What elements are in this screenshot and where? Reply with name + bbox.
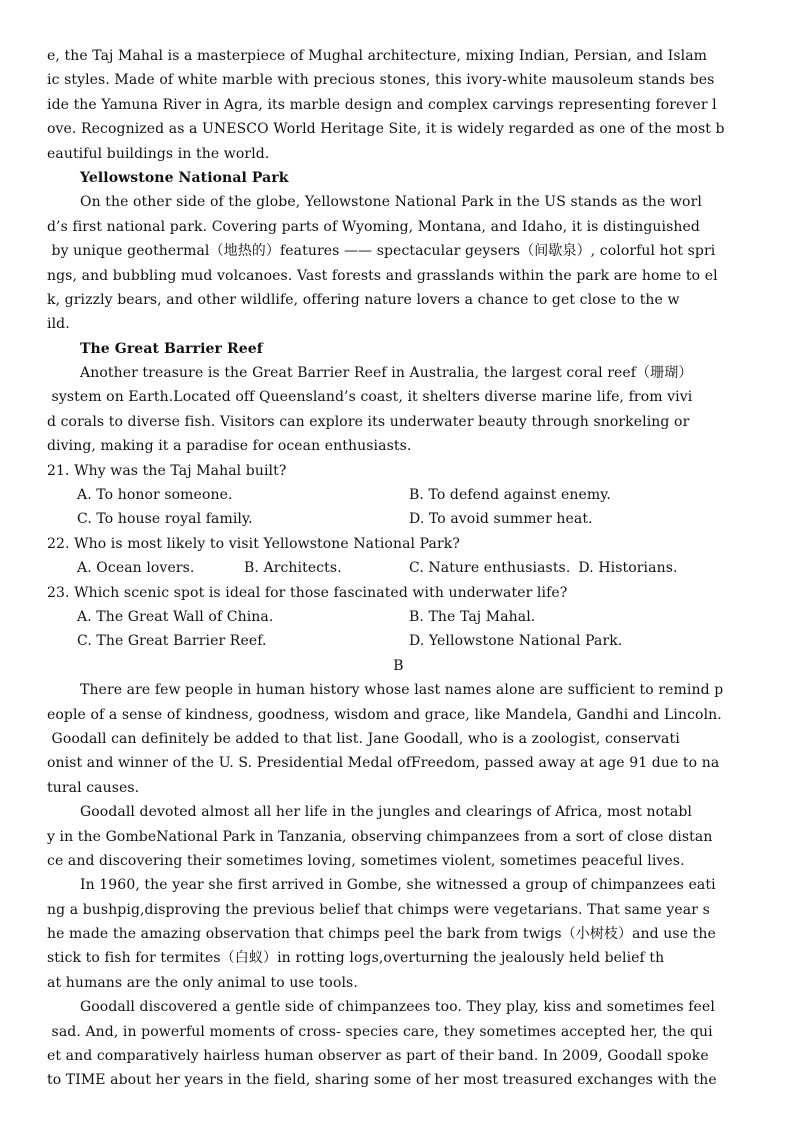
- passage-line: There are few people in human history whose last names alone are sufficient to remind p: [80, 682, 724, 699]
- section-letter-b: B: [393, 657, 404, 674]
- option-row: [47, 507, 754, 531]
- question-stem-21: 21. Why was the Taj Mahal built?: [47, 462, 287, 479]
- passage-line: y in the GombeNational Park in Tanzania, observing chimpanzees from a sort of close distan: [47, 828, 713, 845]
- passage-line: d’s first national park. Covering parts of Wyoming, Montana, and Idaho, it is distinguished: [47, 218, 700, 235]
- section-heading-yellowstone: Yellowstone National Park: [80, 169, 289, 186]
- passage-line: onist and winner of the U. S. Presidential Medal ofFreedom, passed away at age 91 due to na: [47, 755, 720, 772]
- option-d: D. Historians.: [578, 560, 678, 577]
- passage-line: ild.: [47, 316, 70, 333]
- option-a: A. Ocean lovers.: [77, 560, 195, 577]
- passage-line: to TIME about her years in the field, sharing some of her most treasured exchanges with the: [47, 1072, 717, 1089]
- passage-line: ng a bushpig,disproving the previous belief that chimps were vegetarians. That same year s: [47, 901, 710, 918]
- option-d: D. To avoid summer heat.: [409, 511, 593, 528]
- passage-line: diving, making it a paradise for ocean enthusiasts.: [47, 438, 412, 455]
- passage-line: k, grizzly bears, and other wildlife, offering nature lovers a chance to get close to the w: [47, 291, 680, 308]
- question-stem-22: 22. Who is most likely to visit Yellowstone National Park?: [47, 535, 460, 552]
- passage-line: by unique geothermal（地热的）features —— spectacular geysers（间歇泉）, colorful hot spri: [47, 243, 716, 260]
- passage-line: Goodall discovered a gentle side of chimpanzees too. They play, kiss and sometimes feel: [80, 999, 715, 1016]
- option-b: B. Architects.: [244, 560, 342, 577]
- option-c: C. Nature enthusiasts.: [409, 560, 571, 577]
- passage-line: e, the Taj Mahal is a masterpiece of Mughal architecture, mixing Indian, Persian, and Islam: [47, 48, 708, 64]
- passage-line: he made the amazing observation that chimps peel the bark from twigs（小树枝）and use the: [47, 926, 716, 943]
- passage-line: d corals to diverse fish. Visitors can explore its underwater beauty through snorkeling or: [47, 413, 690, 430]
- option-row: [47, 629, 754, 653]
- option-a: A. The Great Wall of China.: [77, 608, 274, 625]
- option-row: [47, 605, 754, 629]
- passage-line: system on Earth.Located off Queensland’s coast, it shelters diverse marine life, from vivi: [47, 389, 693, 406]
- passage-line: ic styles. Made of white marble with precious stones, this ivory-white mausoleum stands bes: [47, 72, 715, 89]
- option-a: A. To honor someone.: [77, 487, 233, 504]
- option-c: C. To house royal family.: [77, 511, 253, 528]
- option-d: D. Yellowstone National Park.: [409, 633, 623, 650]
- passage-line: ide the Yamuna River in Agra, its marble design and complex carvings representing forever l: [47, 96, 717, 113]
- passage-line: at humans are the only animal to use tools.: [47, 974, 358, 991]
- passage-line: stick to fish for termites（白蚁）in rotting logs,overturning the jealously held belief th: [47, 950, 665, 967]
- option-b: B. To defend against enemy.: [409, 487, 611, 504]
- question-stem-23: 23. Which scenic spot is ideal for those fascinated with underwater life?: [47, 584, 568, 601]
- passage-line: ngs, and bubbling mud volcanoes. Vast forests and grasslands within the park are home to el: [47, 267, 718, 284]
- passage-line: eople of a sense of kindness, goodness, wisdom and grace, like Mandela, Gandhi and Lincoln.: [47, 706, 722, 723]
- passage-line: In 1960, the year she first arrived in Gombe, she witnessed a group of chimpanzees eati: [80, 877, 716, 894]
- passage-line: Another treasure is the Great Barrier Reef in Australia, the largest coral reef（珊瑚）: [80, 365, 693, 382]
- passage-line: Goodall devoted almost all her life in the jungles and clearings of Africa, most notabl: [80, 804, 692, 821]
- option-b: B. The Taj Mahal.: [409, 608, 536, 625]
- option-row: [47, 556, 754, 580]
- option-row: [47, 483, 754, 507]
- passage-line: et and comparatively hairless human observer as part of their band. In 2009, Goodall spoke: [47, 1048, 709, 1065]
- passage-line: ove. Recognized as a UNESCO World Heritage Site, it is widely regarded as one of the most b: [47, 121, 725, 138]
- passage-line: sad. And, in powerful moments of cross- species care, they sometimes accepted her, the qui: [47, 1023, 713, 1040]
- passage-line: ce and discovering their sometimes loving, sometimes violent, sometimes peaceful lives.: [47, 852, 685, 869]
- passage-line: Goodall can definitely be added to that list. Jane Goodall, who is a zoologist, conservati: [47, 730, 680, 747]
- passage-line: On the other side of the globe, Yellowstone National Park in the US stands as the worl: [80, 194, 702, 211]
- option-c: C. The Great Barrier Reef.: [77, 633, 267, 650]
- section-heading-reef: The Great Barrier Reef: [80, 340, 263, 357]
- passage-line: tural causes.: [47, 779, 140, 796]
- passage-line: eautiful buildings in the world.: [47, 145, 270, 162]
